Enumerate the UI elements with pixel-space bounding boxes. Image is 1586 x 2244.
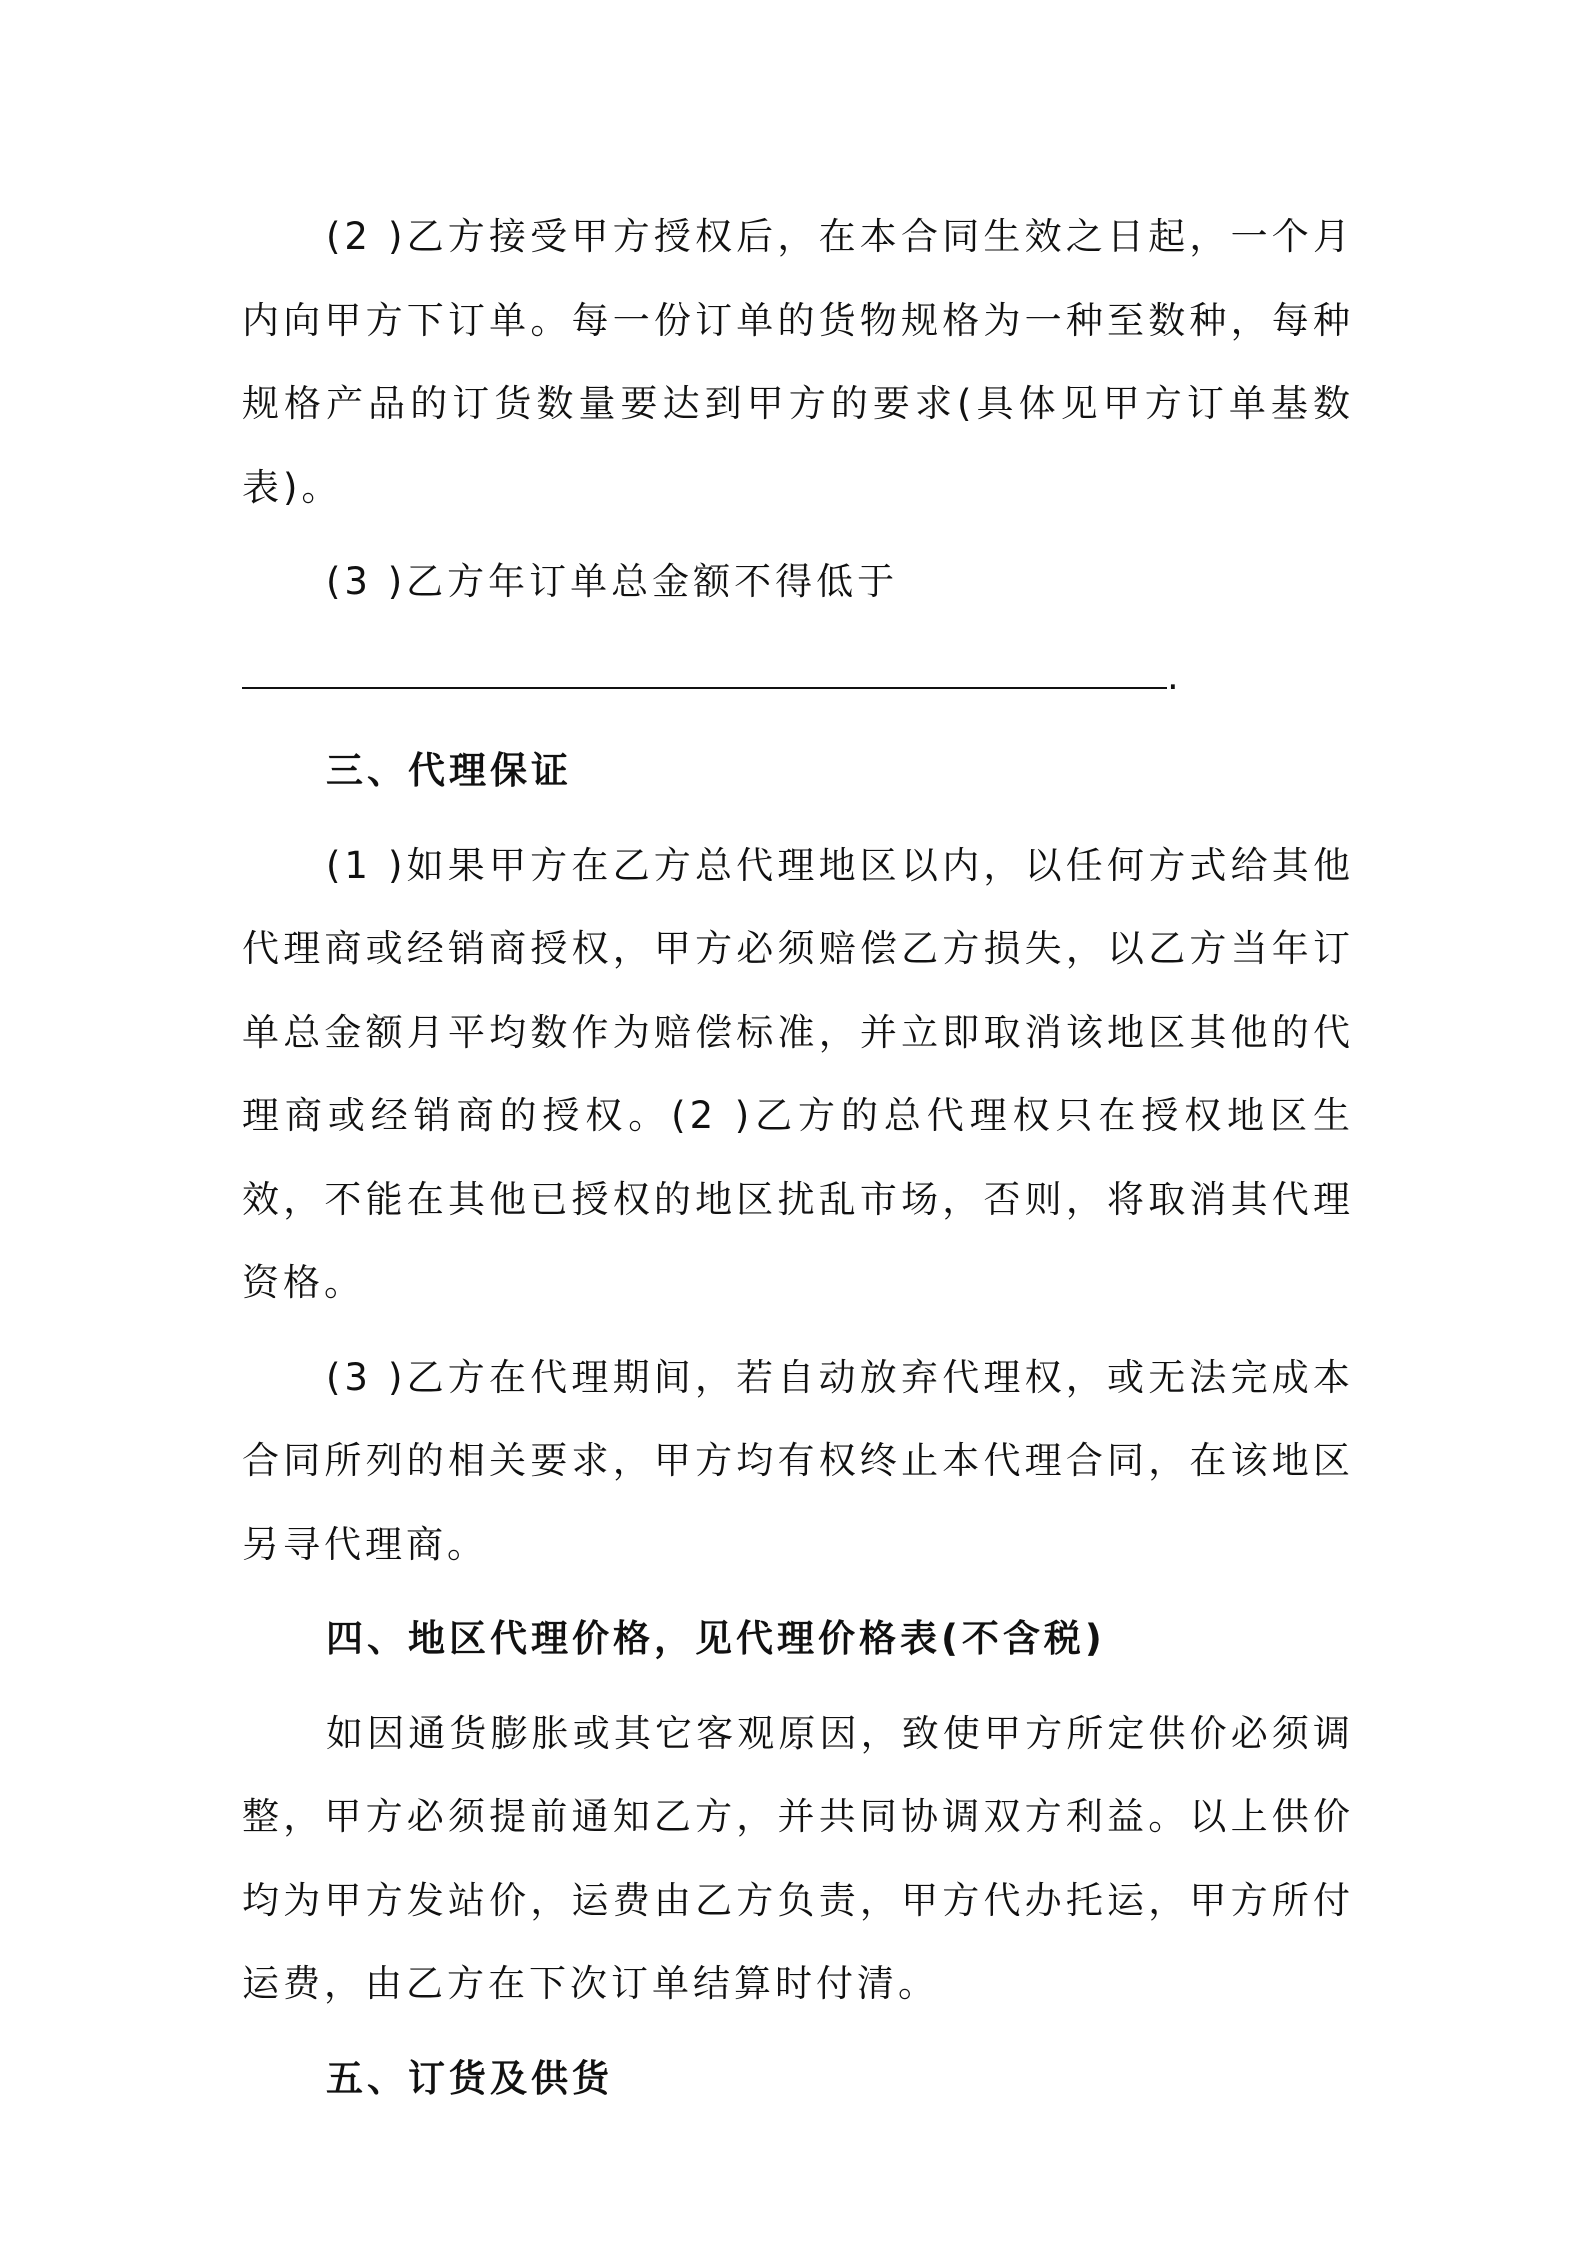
- paragraph-price-adjustment: 如因通货膨胀或其它客观原因，致使甲方所定供价必须调整，甲方必须提前通知乙方，并共同协调双方利益。以上供价均为甲方发站价，运费由乙方负责，甲方代办托运，甲方所付运费，由乙方在下次订单结算时付清。: [242, 1711, 1354, 2005]
- paragraph-order-requirement: (2 )乙方接受甲方授权后，在本合同生效之日起，一个月内向甲方下订单。每一份订单的货物规格为一种至数种，每种规格产品的订货数量要达到甲方的要求(具体见甲方订单基数表)。: [242, 215, 1354, 509]
- blank-line-end-mark: .: [1167, 654, 1179, 698]
- section-heading-agency-guarantee: 三、代理保证: [326, 749, 572, 792]
- document-body: [242, 195, 1354, 2120]
- paragraph-termination-clause: (3 )乙方在代理期间，若自动放弃代理权，或无法完成本合同所列的相关要求，甲方均有权终止本代理合同，在该地区另寻代理商。: [242, 1355, 1354, 1566]
- paragraph-annual-order-minimum: (3 )乙方年订单总金额不得低于: [326, 560, 899, 603]
- blank-underline: [242, 687, 1167, 689]
- paragraph-guarantee-clauses: (1 )如果甲方在乙方总代理地区以内，以任何方式给其他代理商或经销商授权，甲方必须赔偿乙方损失，以乙方当年订单总金额月平均数作为赔偿标准，并立即取消该地区其他的代理商或经销商的授权。(2 )乙方的总代理权只在授权地区生效，不能在其他已授权的地区扰乱市场，否则，将取消其代理资格。: [242, 843, 1354, 1304]
- fill-in-blank-line: [242, 635, 1354, 719]
- section-heading-regional-price: 四、地区代理价格，见代理价格表(不含税): [326, 1617, 1106, 1660]
- section-heading-ordering-supply: 五、订货及供货: [326, 2056, 613, 2100]
